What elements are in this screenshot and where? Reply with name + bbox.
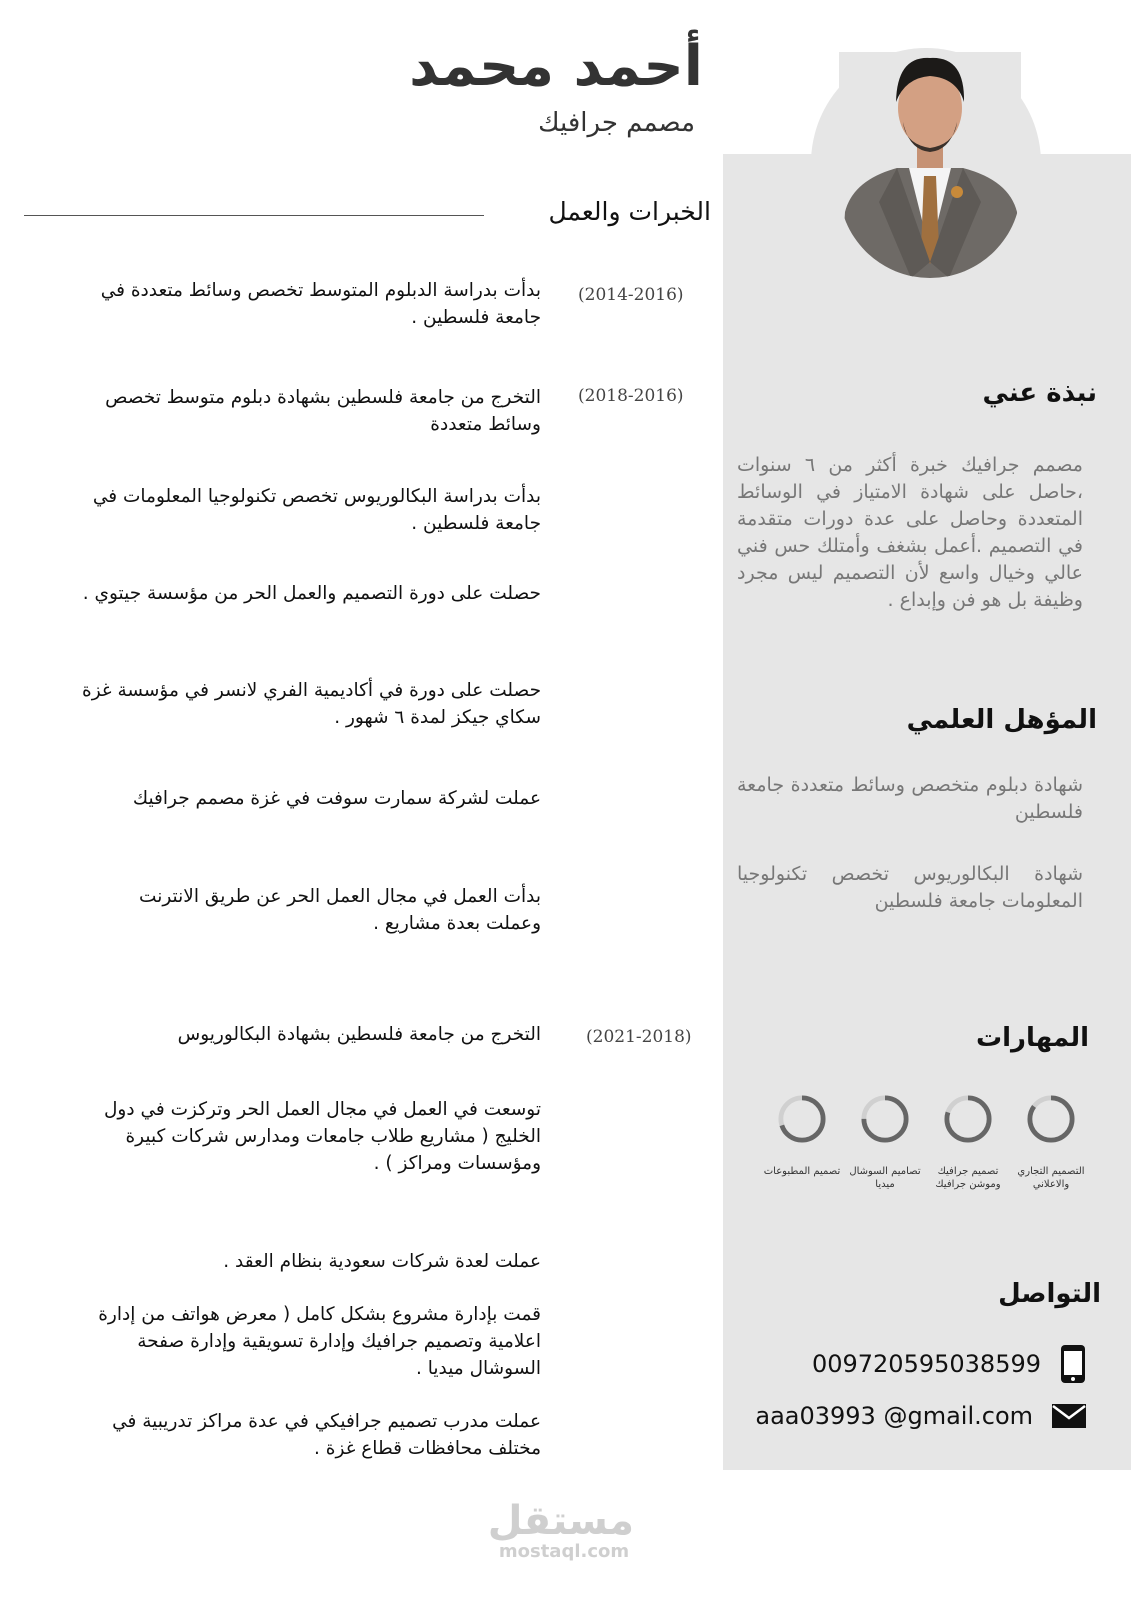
experience-item: بدأت العمل في مجال العمل الحر عن طريق الانترنت وعملت بعدة مشاريع . (139, 886, 541, 934)
about-heading: نبذة عني (982, 378, 1097, 408)
education-item: شهادة دبلوم متخصص وسائط متعددة جامعة فلسطين (737, 774, 1083, 823)
email-address[interactable]: aaa03993 @gmail.com (755, 1402, 1033, 1430)
about-text: مصمم جرافيك خبرة أكثر من ٦ سنوات ،حاصل على شهادة الامتياز في الوسائط المتعددة وحاصل على عدة دورات متقدمة في التصميم .أعمل بشغف وأمتلك حس فني عالي وخيال واسع لأن التصميم ليس مجرد وظيفة بل هو فن وإبداع . (737, 454, 1083, 611)
experience-date: (2021-2018) (586, 1027, 692, 1047)
education-heading: المؤهل العلمي (906, 705, 1097, 735)
skills-heading: المهارات (975, 1023, 1089, 1053)
experience-item: حصلت على دورة في أكاديمية الفري لانسر في مؤسسة غزة سكاي جيكز لمدة ٦ شهور . (82, 680, 541, 728)
phone-number[interactable]: 009720595038599 (811, 1350, 1041, 1378)
profile-photo-illustration (839, 52, 1021, 278)
experience-item: التخرج من جامعة فلسطين بشهادة البكالوريوس (177, 1024, 541, 1045)
experience-item: حصلت على دورة التصميم والعمل الحر من مؤسسة جيتوي . (82, 583, 541, 604)
profile-photo (839, 52, 1021, 278)
skill-ring (944, 1095, 992, 1143)
experience-item: توسعت في العمل في مجال العمل الحر وتركزت في دول الخليج ( مشاريع طلاب جامعات ومدارس شركات كبيرة ومؤسسات ومراكز ) . (103, 1099, 541, 1174)
skill-label: تصاميم السوشال ميديا (849, 1166, 921, 1190)
experience-item: عملت مدرب تصميم جرافيكي في عدة مراكز تدريبية في مختلف محافظات قطاع غزة . (112, 1411, 541, 1459)
skill-item (762, 1095, 842, 1178)
skill-item (1011, 1095, 1091, 1191)
contact-phone (812, 1344, 1087, 1384)
watermark-arabic: مستقل (487, 1498, 634, 1544)
experience-date: (2018-2016) (578, 386, 684, 406)
skill-label: التصميم التجاري والاعلاني (1017, 1166, 1085, 1190)
skill-item (928, 1095, 1008, 1191)
experience-heading: الخبرات والعمل (548, 197, 711, 226)
heading-divider (24, 215, 484, 216)
contact-email (755, 1396, 1087, 1436)
experience-date: (2014-2016) (578, 285, 684, 305)
envelope-icon (1051, 1402, 1087, 1430)
mostaql-watermark (487, 1498, 634, 1562)
experience-item: عملت لشركة سمارت سوفت في غزة مصمم جرافيك (132, 788, 541, 809)
experience-item: التخرج من جامعة فلسطين بشهادة دبلوم متوسط تخصص وسائط متعددة (105, 387, 541, 435)
watermark-latin: mostaql.com (498, 1541, 630, 1562)
experience-item: قمت بإدارة مشروع بشكل كامل ( معرض هواتف من إدارة اعلامية وتصميم جرافيك وإدارة تسويقية وإدارة صفحة السوشال ميديا . (98, 1304, 541, 1379)
experience-item: بدأت بدراسة الدبلوم المتوسط تخصص وسائط متعددة في جامعة فلسطين . (100, 280, 541, 328)
person-name: أحمد محمد (409, 34, 703, 99)
skill-ring (861, 1095, 909, 1143)
education-item: شهادة البكالوريوس تخصص تكنولوجيا المعلومات جامعة فلسطين (737, 863, 1083, 912)
skill-label: تصميم المطبوعات (763, 1166, 841, 1177)
phone-icon (1059, 1344, 1087, 1384)
skill-ring (1027, 1095, 1075, 1143)
skill-item (845, 1095, 925, 1191)
experience-item: بدأت بدراسة البكالوريوس تخصص تكنولوجيا المعلومات في جامعة فلسطين . (92, 486, 541, 534)
skill-ring (778, 1095, 826, 1143)
experience-item: عملت لعدة شركات سعودية بنظام العقد . (223, 1251, 541, 1272)
skill-label: تصميم جرافيك وموشن جرافيك (935, 1166, 1001, 1190)
job-title: مصمم جرافيك (538, 108, 695, 138)
contact-heading: التواصل (998, 1279, 1101, 1309)
